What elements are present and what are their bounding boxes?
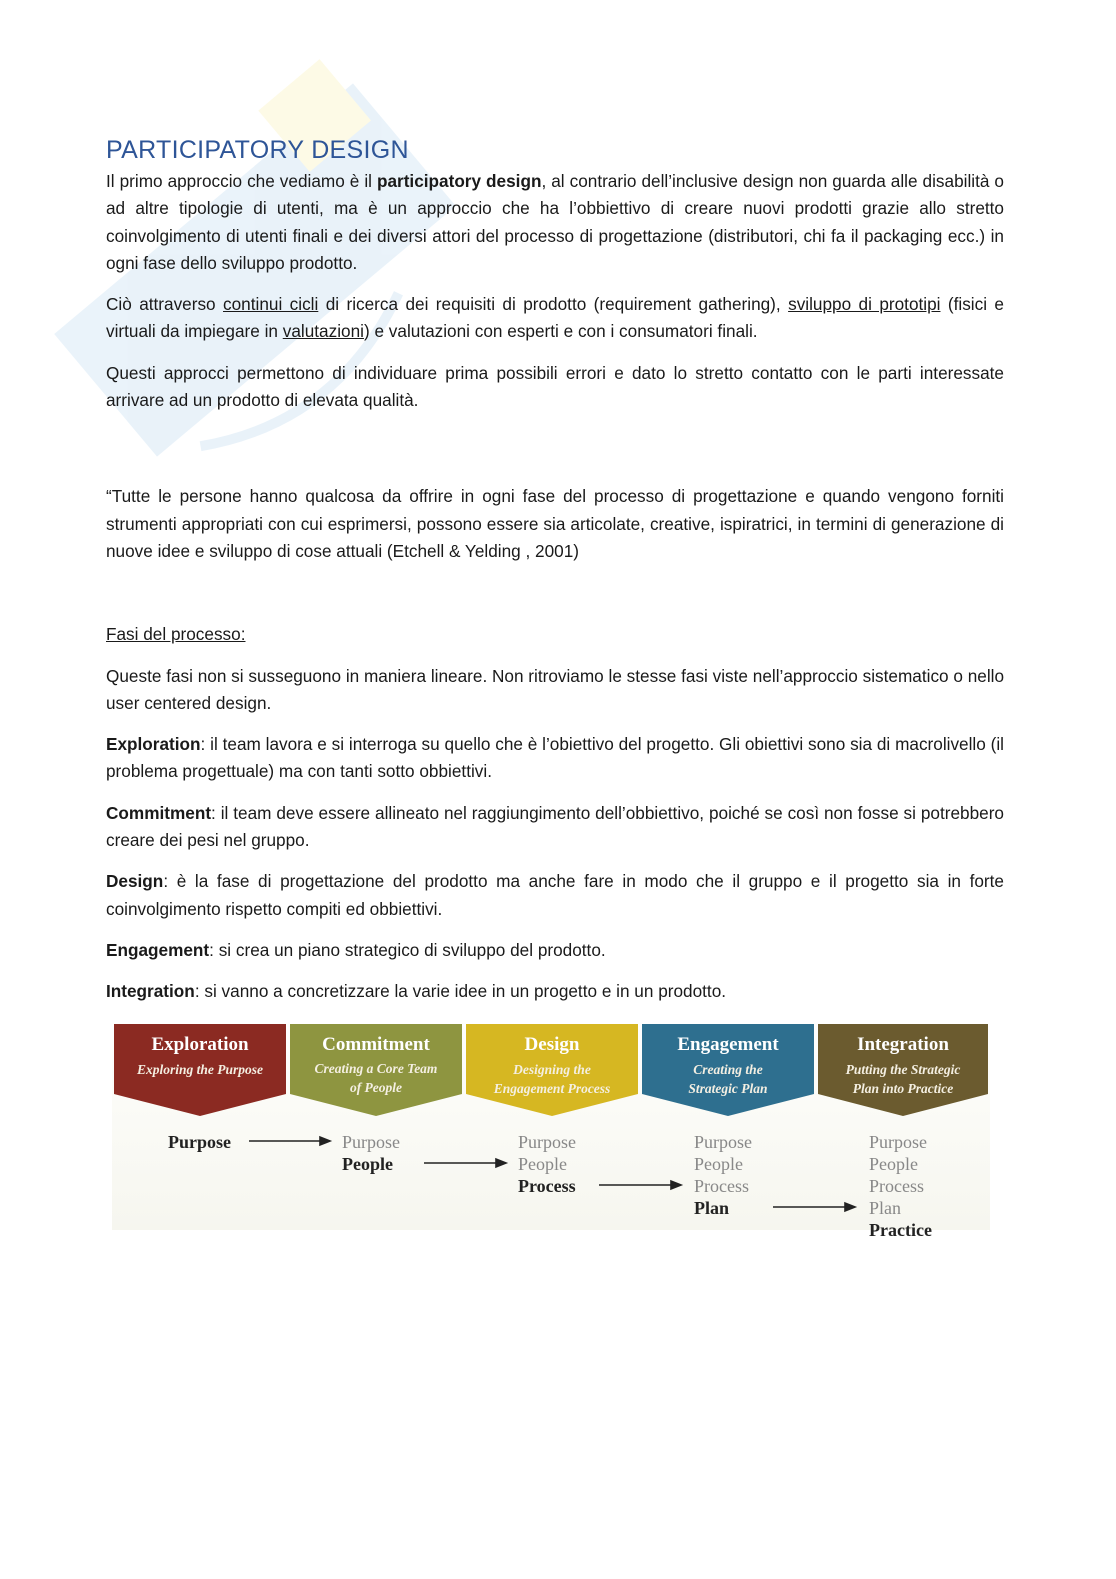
col2-purpose: Purpose	[342, 1132, 400, 1152]
process-diagram	[112, 1020, 990, 1252]
svg-text:Exploration: Exploration	[151, 1034, 249, 1055]
col5-practice: Practice	[869, 1220, 932, 1240]
phase-exploration: Exploration: il team lavora e si interroga su quello che è l’obiettivo del progetto. Gli obiettivi sono sia di macrolivello (il problema progettuale) ma con tanti sotto obbiettivi.	[106, 734, 1004, 782]
stage-engagement	[642, 1024, 814, 1116]
col3-process: Process	[518, 1176, 576, 1196]
arrow-1	[249, 1137, 330, 1145]
svg-text:Commitment: Commitment	[322, 1034, 430, 1055]
document-body	[106, 132, 1004, 1020]
arrow-2	[424, 1159, 506, 1167]
col5-process: Process	[869, 1176, 924, 1196]
phase-integration: Integration: si vanno a concretizzare la varie idee in un progetto e in un prodotto.	[106, 981, 727, 1002]
col2-people: People	[342, 1154, 393, 1174]
col5-plan: Plan	[869, 1198, 902, 1218]
col5-purpose: Purpose	[869, 1132, 927, 1152]
intro-paragraph: Il primo approccio che vediamo è il participatory design, al contrario dell’inclusive design non guarda alle disabilità o ad altre tipologie di utenti, ma è un approccio che ha l’obbiettivo di creare nuovi prodotti grazie allo stretto coinvolgimento di utenti finali e dei diversi attori del processo di progettazione (distributori, chi fa il packaging ecc.) in ogni fase dello sviluppo prodotto.	[106, 171, 1004, 273]
svg-text:Plan into Practice: Plan into Practice	[852, 1081, 954, 1096]
benefits-paragraph: Questi approcci permettono di individuare prima possibili errori e dato lo stretto contatto con le parti interessate arrivare ad un prodotto di elevata qualità.	[106, 362, 1004, 411]
svg-text:Designing the: Designing the	[513, 1062, 591, 1077]
phase-design: Design: è la fase di progettazione del prodotto ma anche fare in modo che il gruppo e il progetto sia in forte coinvolgimento rispetto compiti ed obbiettivi.	[106, 871, 1004, 919]
cycles-paragraph: Ciò attraverso continui cicli di ricerca dei requisiti di prodotto (requirement gathering), sviluppo di prototipi (fisici e virtuali da impiegare in valutazioni) e valutazioni con esperti e con i consumatori finali.	[106, 294, 1004, 342]
phase-commitment: Commitment: il team deve essere allineato nel raggiungimento dell’obbiettivo, poiché se così non fosse si potrebbero creare dei pesi nel gruppo.	[106, 802, 1004, 851]
svg-text:Creating the: Creating the	[693, 1062, 763, 1077]
col4-people: People	[694, 1154, 743, 1174]
svg-text:of People: of People	[349, 1080, 403, 1095]
col3-purpose: Purpose	[518, 1132, 576, 1152]
svg-text:Putting the Strategic: Putting the Strategic	[845, 1062, 961, 1077]
page-title: PARTICIPATORY DESIGN	[106, 136, 409, 164]
col5-people: People	[869, 1154, 918, 1174]
stage-commitment	[290, 1024, 462, 1116]
phase-engagement: Engagement: si crea un piano strategico di sviluppo del prodotto.	[106, 939, 606, 960]
underlined-continui-cicli: continui cicli	[223, 294, 319, 315]
col4-process: Process	[694, 1176, 749, 1196]
svg-text:Integration: Integration	[857, 1034, 949, 1055]
col1-purpose: Purpose	[168, 1132, 231, 1152]
stage-exploration	[114, 1024, 286, 1116]
svg-text:Engagement: Engagement	[677, 1034, 779, 1055]
svg-text:Engagement Process: Engagement Process	[493, 1081, 611, 1096]
svg-text:Strategic Plan: Strategic Plan	[688, 1081, 768, 1096]
underlined-sviluppo-prototipi: sviluppo di prototipi	[788, 294, 941, 315]
col4-purpose: Purpose	[694, 1132, 752, 1152]
arrow-3	[599, 1181, 681, 1189]
term-participatory-design: participatory design	[376, 171, 542, 191]
col4-plan: Plan	[694, 1198, 730, 1218]
svg-text:Design: Design	[524, 1034, 580, 1055]
svg-text:Exploring the Purpose: Exploring the Purpose	[136, 1062, 264, 1077]
arrow-4	[773, 1203, 855, 1211]
stage-integration	[818, 1024, 988, 1116]
phases-intro: Queste fasi non si susseguono in maniera lineare. Non ritroviamo le stesse fasi viste nell’approccio sistematico o nello user centered design.	[106, 665, 1005, 713]
stage-design	[466, 1024, 638, 1116]
underlined-valutazioni: valutazioni	[282, 321, 364, 342]
col3-people: People	[518, 1154, 567, 1174]
phases-heading: Fasi del processo:	[106, 624, 246, 645]
svg-text:Creating a Core Team: Creating a Core Team	[314, 1061, 438, 1076]
quote-paragraph: “Tutte le persone hanno qualcosa da offrire in ogni fase del processo di progettazione e quando vengono forniti strumenti appropriati con cui esprimersi, possono essere sia articolate, creative, ispiratrici, in termini di generazione di nuove idee e sviluppo di cose attuali (Etchell & Yelding , 2001)	[106, 486, 1004, 561]
